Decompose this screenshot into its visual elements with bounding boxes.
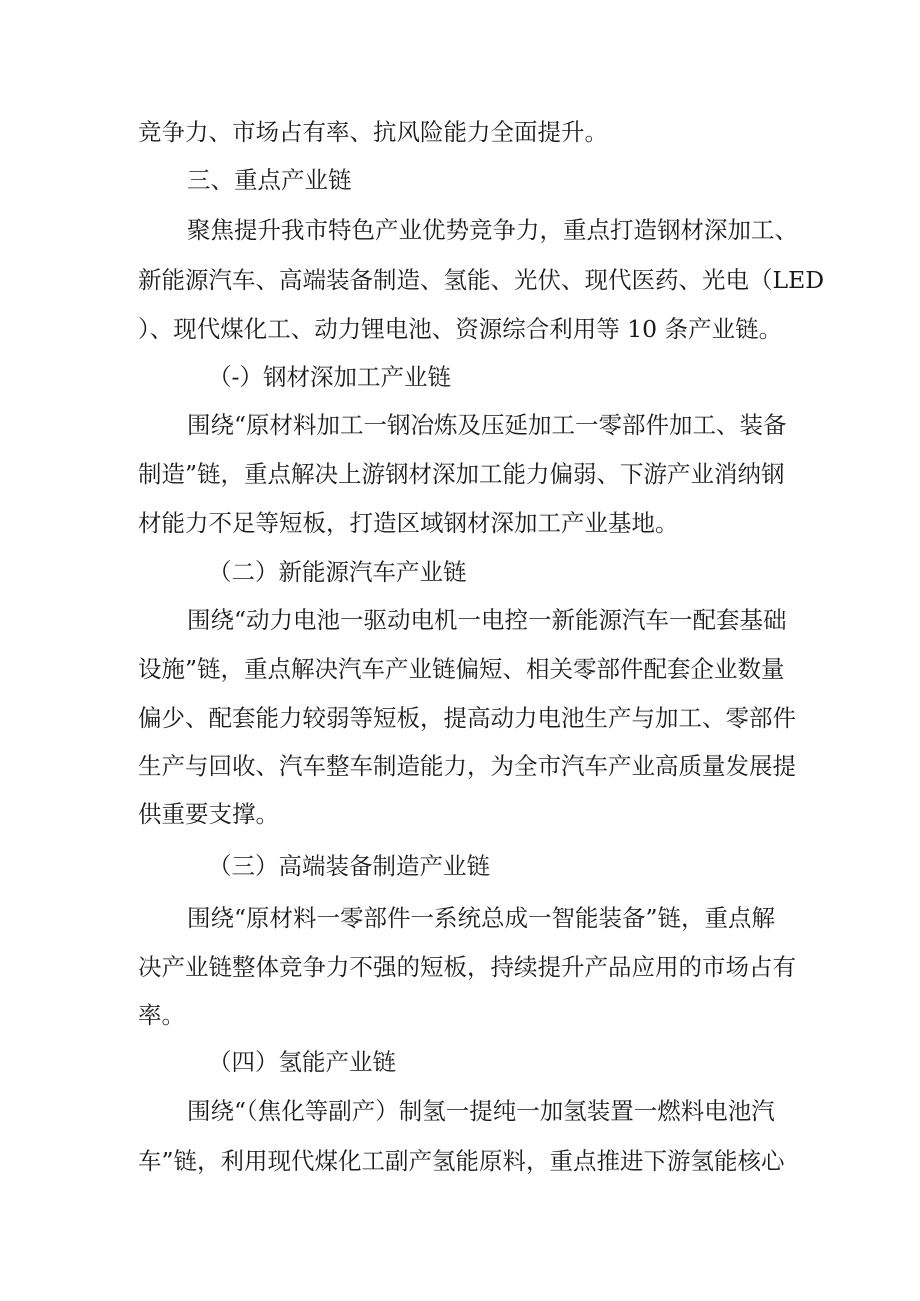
text-line: 围绕“（焦化等副产）制氢一提纯一加氢装置一燃料电池汽 [187,1097,775,1125]
text-line: 率。 [138,1001,185,1029]
text-line: 围绕“原材料一零部件一系统总成一智能装备”链，重点解 [187,904,776,932]
text-line: 制造”链，重点解决上游钢材深加工能力偏弱、下游产业消纳钢 [138,460,785,488]
subsection-heading: （-）钢材深加工产业链 [208,363,451,391]
text-line: 车”链，利用现代煤化工副产氢能原料，重点推进下游氢能核心 [138,1147,785,1175]
text-line: 设施”链，重点解决汽车产业链偏短、相关零部件配套企业数量 [138,655,785,683]
text-line: 偏少、配套能力较弱等短板，提高动力电池生产与加工、零部件 [138,704,796,732]
subsection-heading: （二）新能源汽车产业链 [208,558,467,586]
text-line: 竞争力、市场占有率、抗风险能力全面提升。 [138,118,608,146]
text-line: 生产与回收、汽车整车制造能力，为全市汽车产业高质量发展提 [138,752,796,780]
text-line: 新能源汽车、高端装备制造、氢能、光伏、现代医药、光电（LED [138,266,825,294]
section-heading: 三、重点产业链 [187,166,352,194]
text-line: 材能力不足等短板，打造区域钢材深加工产业基地。 [138,509,679,537]
subsection-heading: （四）氢能产业链 [208,1048,396,1076]
text-line: 决产业链整体竞争力不强的短板，持续提升产品应用的市场占有 [138,953,796,981]
text-line: 聚焦提升我市特色产业优势竞争力，重点打造钢材深加工、 [187,216,798,244]
subsection-heading: （三）高端装备制造产业链 [208,852,490,880]
text-line: 围绕“动力电池一驱动电机一电控一新能源汽车一配套基础 [187,606,787,634]
text-line: 围绕“原材料加工一钢冶炼及压延加工一零部件加工、装备 [187,411,787,439]
text-line: 供重要支撑。 [138,800,279,828]
text-line: ）、现代煤化工、动力锂电池、资源综合利用等 10 条产业链。 [138,315,783,343]
